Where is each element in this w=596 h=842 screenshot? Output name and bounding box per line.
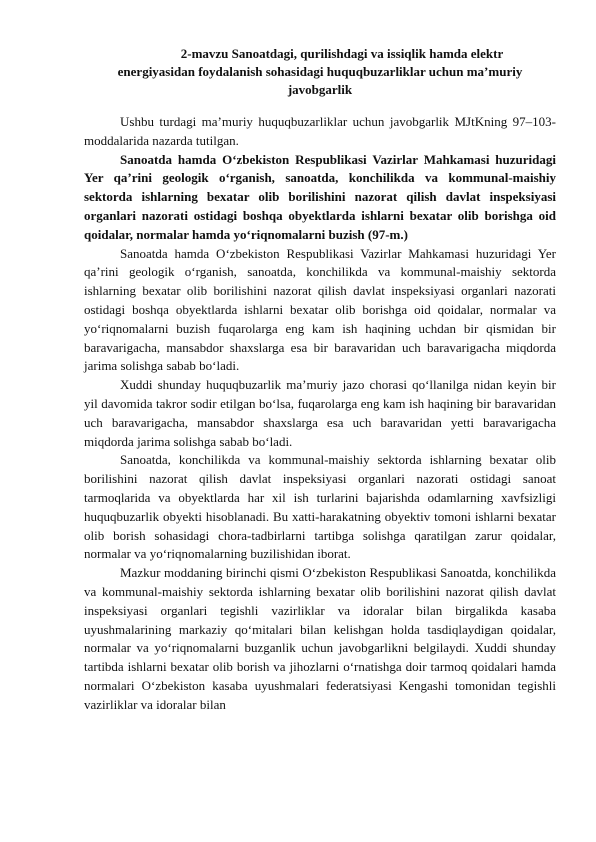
paragraph-intro: Ushbu turdagi ma’muriy huquqbuzarliklar uchun javobgarlik MJtKning 97–103-moddalarida nazarda tutilgan. — [84, 114, 556, 148]
paragraph-article-part-1: Sanoatda hamda O‘zbekiston Respublikasi Vazirlar Mahkamasi huzuridagi Yer qa’rini geologik o‘rganish, sanoatda, konchilikda va kommunal-maishiy sektorda ishlarning bexatar olib borilishini nazorat qilish davlat inspeksiyasi organlari nazorati ostidagi boshqa obyektlarda ishlarni bexatar olib borishga oid qoidalar, normalar va yo‘riqnomalarni buzish fuqarolarga eng kam ish haqining uchdan bir qismidan bir baravarigacha, mansabdor shaxslarga esa bir baravaridan uch baravarigacha miqdorda jarima solishga sabab bo‘ladi. — [84, 245, 556, 374]
document-title — [84, 45, 556, 99]
paragraph-article-part-2: Xuddi shunday huquqbuzarlik ma’muriy jazo chorasi qo‘llanilga nidan keyin bir yil davomida takror sodir etilgan bo‘lsa, fuqarolarga eng kam ish haqining bir baravaridan uch baravarigacha, mansabdor shaxslarga esa uch baravaridan yetti baravarigacha miqdorda jarima solishga sabab bo‘ladi. — [84, 377, 556, 449]
title-line-1: 2-mavzu Sanoatdagi, qurilishdagi va issiqlik hamda elektr — [180, 46, 504, 61]
title-line-2: energiyasidan foydalanish sohasidagi huquqbuzarliklar uchun ma’muriy — [117, 64, 523, 79]
paragraph-commentary: Mazkur moddaning birinchi qismi O‘zbekiston Respublikasi Sanoatda, konchilikda va kommunal-maishiy sektorda ishlarning bexatar olib borilishini nazorat qilish davlat inspeksiyasi organlari tegishli vazirliklar va idoralar bilan birgalikda kasaba uyushmalarining markaziy qo‘mitalari bilan kelishgan holda tasdiqlaydigan qoidalar, normalar va yo‘riqnomalarni buzganlik uchun javobgarlikni belgilaydi. Xuddi shunday tartibda ishlarni bexatar olib borish va jihozlarni o‘rnatishga doir tarmoq qoidalari hamda normalari O‘zbekiston kasaba uyushmalari federatsiyasi Kengashi tomonidan tegishli vazirliklar va idoralar bilan — [84, 565, 556, 712]
paragraph-object-description: Sanoatda, konchilikda va kommunal-maishiy sektorda ishlarning bexatar olib borilishini nazorat qilish davlat inspeksiyasi organlari nazorati ostidagi sanoat tarmoqlarida va obyektlarda har xil ish turlarini bajarishda odamlarning xavfsizligi huquqbuzarlik obyekti hisoblanadi. Bu xatti-harakatning obyektiv tomoni ishlarni bexatar olib borish sohasidagi chora-tadbirlarni tartibga solishga qaratilgan zarur qoidalar, normalar va yo‘riqnomalarning buzilishidan iborat. — [84, 452, 556, 562]
title-line-3: javobgarlik — [287, 82, 353, 97]
paragraph-article-heading: Sanoatda hamda O‘zbekiston Respublikasi Vazirlar Mahkamasi huzuridagi Yer qa’rini geologik o‘rganish, sanoatda, konchilikda va kommunal-maishiy sektorda ishlarning bexatar olib borilishini nazorat qilish davlat inspeksiyasi organlari nazorati ostidagi boshqa obyektlarda ishlarni bexatar olib borishga oid qoidalar, normalar hamda yo‘riqnomalarni buzish (97-m.) — [84, 151, 556, 242]
